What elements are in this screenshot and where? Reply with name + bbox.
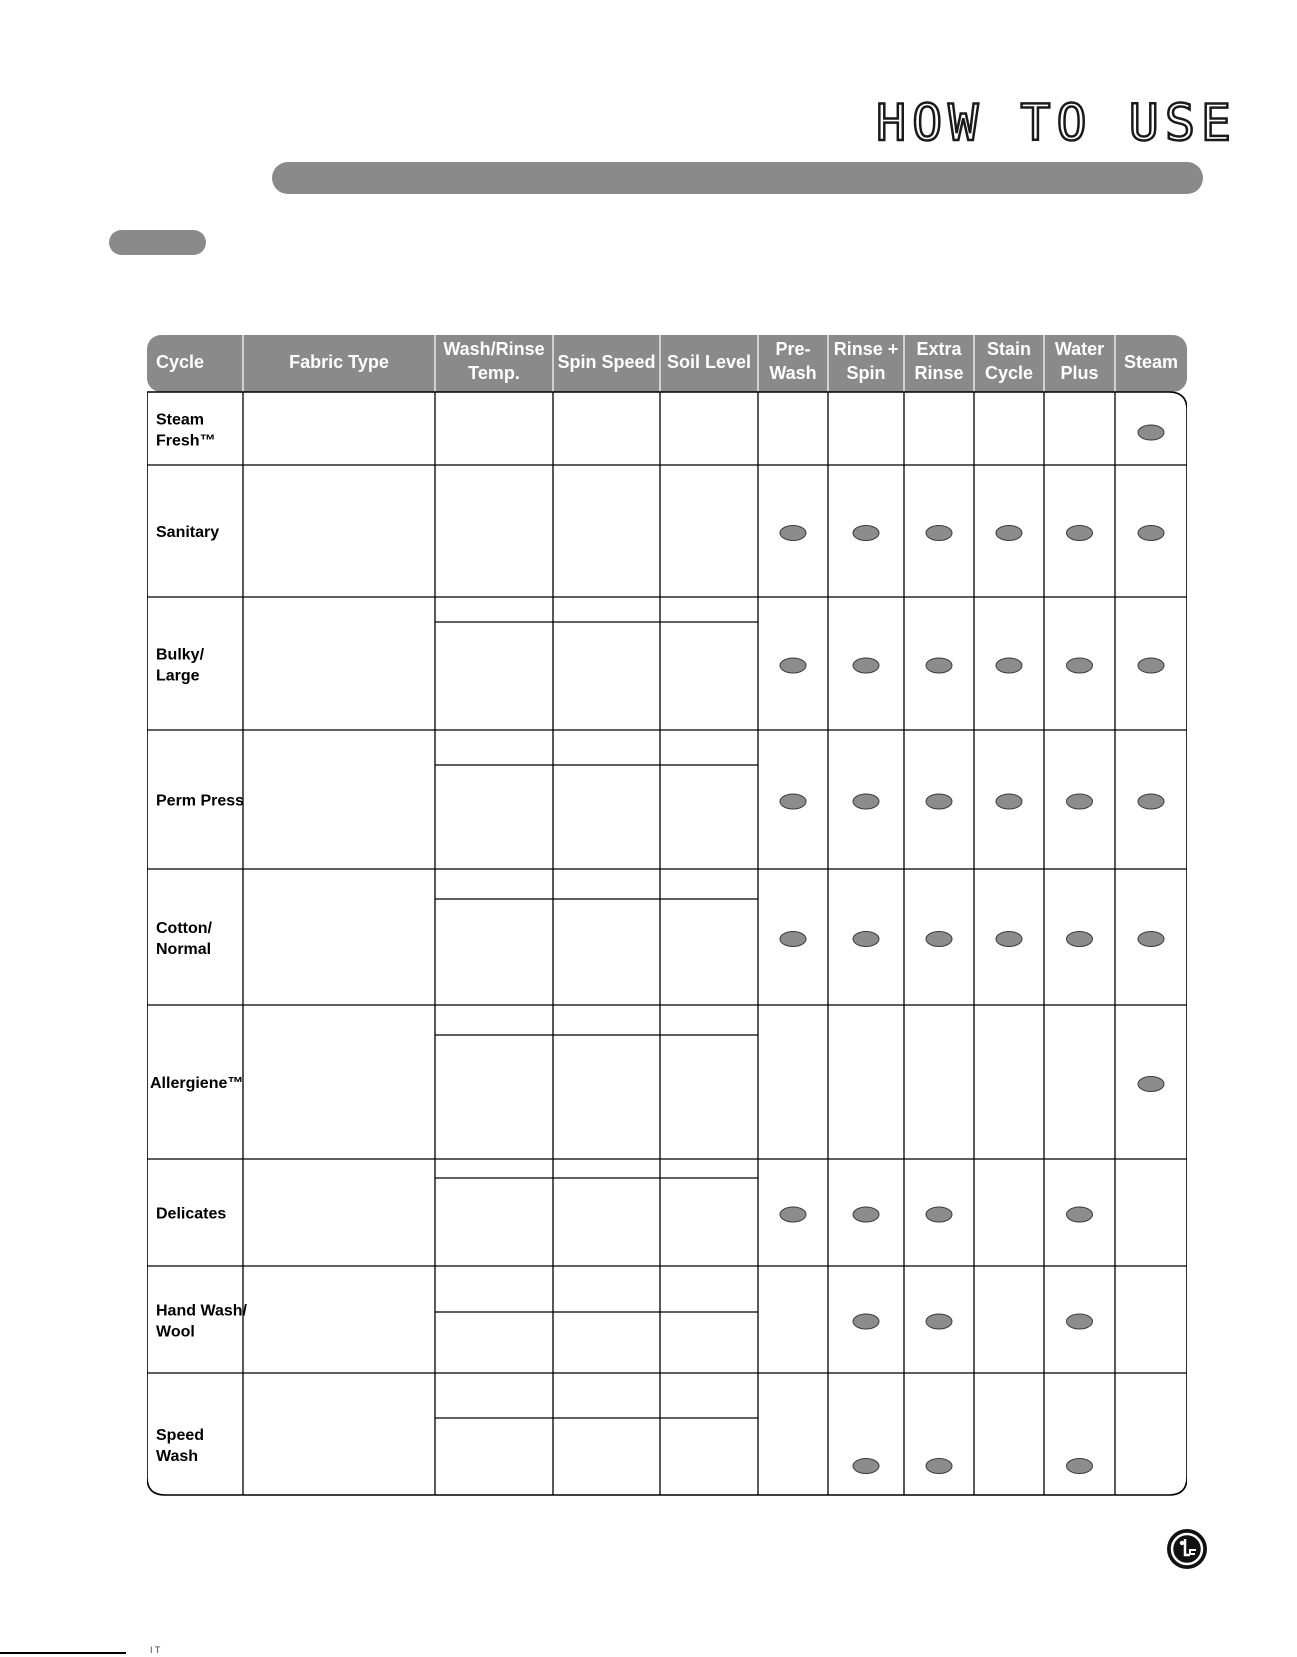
footer-rule (0, 1652, 126, 1654)
option-available-indicator (1067, 794, 1093, 809)
column-header-fabric-type: Fabric Type (289, 352, 389, 372)
cycle-name: Cotton/ (156, 920, 212, 937)
section-header-bar (272, 162, 1203, 194)
option-available-indicator (853, 658, 879, 673)
option-available-indicator (1138, 425, 1164, 440)
option-available-indicator (926, 1459, 952, 1474)
column-header-cycle: Cycle (156, 352, 205, 372)
column-header-steam: Steam (1123, 352, 1179, 372)
option-available-indicator (996, 794, 1022, 809)
cycle-name: Bulky/ (156, 646, 205, 664)
option-available-indicator (1067, 526, 1093, 541)
cycle-name: Hand Wash/ (156, 1302, 247, 1320)
section-title: HOW TO USE (876, 94, 1238, 152)
option-available-indicator (853, 794, 879, 809)
cycle-options-table-svg (147, 335, 1187, 1497)
cycle-name: Large (156, 667, 200, 685)
lg-logo-icon (1166, 1528, 1208, 1570)
option-available-indicator (926, 932, 952, 947)
column-header-stain-cycle: Cycle (984, 363, 1034, 383)
cycle-name: Speed (156, 1427, 205, 1444)
option-available-indicator (780, 932, 806, 947)
option-available-indicator (780, 526, 806, 541)
option-available-indicator (1138, 1077, 1164, 1092)
column-header-extra-rinse: Extra (916, 339, 962, 359)
column-header-rinse-spin: Rinse + (833, 339, 899, 359)
cycle-name: Wool (156, 1323, 195, 1341)
column-header-water-plus: Plus (1060, 363, 1099, 383)
cycle-options-table (147, 335, 1187, 1497)
option-available-indicator (926, 658, 952, 673)
column-header-wash-rinse-temp-: Temp. (468, 363, 520, 383)
option-available-indicator (926, 526, 952, 541)
option-available-indicator (780, 658, 806, 673)
option-available-indicator (996, 932, 1022, 947)
column-header-rinse-spin: Spin (846, 363, 886, 383)
option-available-indicator (853, 1314, 879, 1329)
column-header-spin-speed: Spin Speed (557, 352, 656, 372)
cycle-name: Allergiene™ (150, 1075, 244, 1092)
column-header-stain-cycle: Stain (986, 339, 1032, 359)
option-available-indicator (926, 1207, 952, 1222)
column-header-wash-rinse-temp-: Wash/Rinse (443, 339, 545, 359)
cycle-name: Steam (156, 411, 205, 429)
option-available-indicator (996, 526, 1022, 541)
footer-text: I T (150, 1645, 161, 1655)
option-available-indicator (926, 1314, 952, 1329)
column-header-pre-wash: Pre- (775, 339, 811, 359)
option-available-indicator (853, 526, 879, 541)
option-available-indicator (1067, 658, 1093, 673)
option-available-indicator (853, 1459, 879, 1474)
cycle-name: Normal (156, 941, 212, 958)
option-available-indicator (1067, 932, 1093, 947)
column-header-soil-level: Soil Level (666, 352, 752, 372)
column-header-water-plus: Water (1054, 339, 1105, 359)
option-available-indicator (1067, 1314, 1093, 1329)
option-available-indicator (1138, 658, 1164, 673)
option-available-indicator (1067, 1207, 1093, 1222)
cycle-name: Delicates (156, 1205, 227, 1223)
column-header-pre-wash: Wash (769, 363, 817, 383)
cycle-name: Perm Press (156, 792, 245, 810)
option-available-indicator (1138, 526, 1164, 541)
option-available-indicator (853, 932, 879, 947)
option-available-indicator (1138, 932, 1164, 947)
table-body-outline (147, 392, 1187, 1495)
option-available-indicator (1138, 794, 1164, 809)
option-available-indicator (780, 794, 806, 809)
option-available-indicator (780, 1207, 806, 1222)
option-available-indicator (1067, 1459, 1093, 1474)
option-available-indicator (996, 658, 1022, 673)
subsection-pill (109, 230, 206, 255)
column-header-extra-rinse: Rinse (914, 363, 964, 383)
cycle-name: Sanitary (156, 524, 220, 541)
option-available-indicator (926, 794, 952, 809)
cycle-name: Fresh™ (156, 432, 216, 450)
cycle-name: Wash (156, 1448, 199, 1465)
option-available-indicator (853, 1207, 879, 1222)
